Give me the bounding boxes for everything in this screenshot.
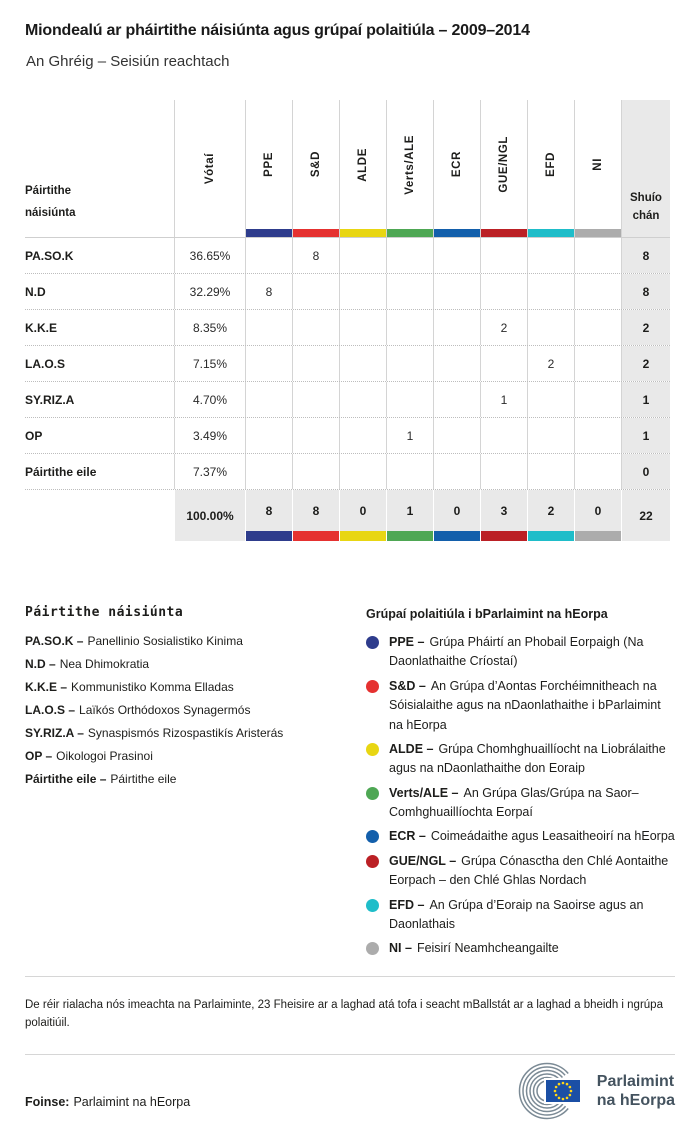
group-legend-item — [366, 896, 675, 935]
party-legend-item — [25, 749, 366, 763]
group-legend-item — [366, 939, 675, 958]
group-column-header-label: EFD — [545, 152, 557, 177]
group-column-header-label: ECR — [451, 151, 463, 178]
group-color-dot-icon — [366, 942, 379, 955]
party-name: OP — [25, 428, 43, 443]
votes-value: 8.35% — [174, 310, 245, 345]
group-legend-text — [389, 677, 675, 735]
group-column-header-label: ALDE — [357, 147, 369, 182]
party-legend-abbr: K.K.E – — [25, 680, 68, 694]
group-seats-value — [386, 382, 433, 417]
group-color-band — [293, 229, 339, 237]
group-seats-value — [245, 346, 292, 381]
results-table — [25, 100, 670, 541]
group-color-dot-icon — [366, 855, 379, 868]
group-legend-abbr: Verts/ALE – — [389, 785, 459, 800]
group-color-band — [387, 531, 433, 541]
ep-logo — [517, 1061, 675, 1121]
party-legend-item — [25, 657, 366, 671]
seats-column-header-label: Shuíochán — [630, 192, 662, 222]
party-legend-name: Synaspismós Rizospastikís Aristerás — [87, 726, 284, 740]
ep-logo-text — [597, 1072, 675, 1110]
group-seats-value — [480, 238, 527, 273]
group-legend-desc: An Grúpa d’Aontas Forchéimnitheach na Sóisialaithe agus na nDaonlathaithe i bParlaimint na hEorpa — [389, 678, 661, 732]
group-seats-value — [574, 238, 621, 273]
group-seats-value: 8 — [292, 238, 339, 273]
table-row — [25, 381, 670, 417]
group-seats-value — [433, 382, 480, 417]
totals-votes: 100.00% — [174, 490, 245, 541]
group-color-band — [434, 229, 480, 237]
group-legend-item — [366, 740, 675, 779]
totals-group-seats — [292, 490, 339, 541]
group-legend-text — [389, 740, 675, 779]
group-color-band — [293, 531, 339, 541]
votes-value: 3.49% — [174, 418, 245, 453]
party-name: PA.SO.K — [25, 248, 74, 263]
group-seats-value — [574, 454, 621, 489]
totals-group-seats-value: 0 — [434, 490, 480, 531]
group-seats-value — [292, 454, 339, 489]
votes-value: 36.65% — [174, 238, 245, 273]
party-legend-abbr: Páirtithe eile – — [25, 772, 107, 786]
party-name: SY.RIZ.A — [25, 392, 75, 407]
group-seats-value — [339, 418, 386, 453]
table-row — [25, 237, 670, 273]
group-legend-text — [389, 633, 675, 672]
group-legend-item — [366, 633, 675, 672]
totals-group-seats — [339, 490, 386, 541]
totals-group-seats-value: 0 — [340, 490, 386, 531]
group-seats-value — [386, 310, 433, 345]
group-seats-value — [433, 346, 480, 381]
table-totals-row — [25, 489, 670, 541]
group-seats-value — [574, 310, 621, 345]
group-seats-value — [527, 274, 574, 309]
seats-total: 8 — [621, 238, 670, 273]
totals-group-seats — [386, 490, 433, 541]
group-color-dot-icon — [366, 680, 379, 693]
group-seats-value — [292, 382, 339, 417]
group-column-header-label: NI — [592, 158, 604, 171]
group-seats-value — [433, 418, 480, 453]
group-seats-value: 2 — [480, 310, 527, 345]
party-legend-item — [25, 634, 366, 648]
group-seats-value — [433, 310, 480, 345]
votes-value: 32.29% — [174, 274, 245, 309]
group-column-header-label: Verts/ALE — [404, 134, 416, 195]
group-color-dot-icon — [366, 830, 379, 843]
party-legend-name: Kommunistiko Komma Elladas — [71, 680, 234, 694]
group-seats-value: 2 — [527, 346, 574, 381]
national-parties-legend-heading: Páirtithe náisiúnta — [25, 605, 184, 620]
group-column-header-verts-ale — [386, 100, 433, 237]
seats-total: 8 — [621, 274, 670, 309]
group-color-band — [434, 531, 480, 541]
party-name: K.K.E — [25, 320, 58, 335]
group-legend-abbr: EFD – — [389, 897, 425, 912]
table-header-row — [25, 100, 670, 237]
seats-total: 1 — [621, 382, 670, 417]
totals-group-seats — [433, 490, 480, 541]
group-column-header-gue-ngl — [480, 100, 527, 237]
group-color-band — [575, 531, 621, 541]
party-name: N.D — [25, 284, 46, 299]
votes-value: 7.15% — [174, 346, 245, 381]
group-seats-value — [245, 310, 292, 345]
group-column-header-efd — [527, 100, 574, 237]
party-legend-abbr: N.D – — [25, 657, 56, 671]
group-seats-value — [527, 382, 574, 417]
group-color-band — [528, 229, 574, 237]
group-seats-value — [386, 454, 433, 489]
party-legend-item — [25, 726, 366, 740]
group-color-band — [575, 229, 621, 237]
seats-column-header — [621, 100, 670, 237]
group-legend-desc: Grúpa Pháirtí an Phobail Eorpaigh (Na Daonlathaithe Críostaí) — [389, 635, 644, 669]
party-name: LA.O.S — [25, 356, 66, 371]
group-legend-item — [366, 852, 675, 891]
group-seats-value — [527, 418, 574, 453]
party-column-header-line2: náisiúnta — [25, 207, 76, 219]
table-body — [25, 237, 670, 489]
party-legend-name: Panellinio Sosialistiko Kinima — [87, 634, 243, 648]
group-seats-value — [480, 418, 527, 453]
divider-top — [25, 976, 675, 977]
party-legend-name: Nea Dhimokratia — [59, 657, 150, 671]
political-groups-legend — [366, 605, 675, 964]
party-legend-abbr: SY.RIZ.A – — [25, 726, 84, 740]
group-color-band — [340, 531, 386, 541]
totals-group-seats-value: 0 — [575, 490, 621, 531]
party-legend-abbr: LA.O.S – — [25, 703, 76, 717]
group-seats-value — [339, 238, 386, 273]
seats-total: 0 — [621, 454, 670, 489]
group-legend-text — [389, 784, 675, 823]
totals-group-seats-value: 8 — [293, 490, 339, 531]
party-legend-abbr: PA.SO.K – — [25, 634, 84, 648]
group-seats-value — [292, 346, 339, 381]
national-parties-legend — [25, 605, 366, 964]
footnote: De réir rialacha nós imeachta na Parlaiminte, 23 Fheisire ar a laghad atá tofa i seacht mBallstát ar a laghad a bheidh i ngrúpa polaitiúil. — [25, 999, 663, 1029]
page-title: Miondealú ar pháirtithe náisiúnta agus grúpaí polaitiúla – 2009–2014 — [25, 22, 530, 39]
legend-section — [25, 605, 675, 964]
table-row — [25, 273, 670, 309]
group-seats-value — [339, 346, 386, 381]
totals-group-seats-value: 3 — [481, 490, 527, 531]
group-legend-text — [389, 939, 559, 958]
group-legend-desc: Feisirí Neamhcheangailte — [416, 941, 559, 956]
group-legend-text — [389, 827, 675, 846]
group-seats-value — [574, 346, 621, 381]
group-legend-abbr: PPE – — [389, 635, 425, 649]
political-groups-legend-heading: Grúpaí polaitiúla i bParlaimint na hEorpa — [366, 607, 608, 621]
group-color-band — [246, 229, 292, 237]
eu-flag-icon — [545, 1079, 581, 1103]
group-seats-value — [386, 274, 433, 309]
group-seats-value — [339, 382, 386, 417]
party-legend-item — [25, 703, 366, 717]
party-name: Páirtithe eile — [25, 464, 97, 479]
group-legend-item — [366, 827, 675, 846]
divider-bottom — [25, 1054, 675, 1055]
group-seats-value — [245, 454, 292, 489]
group-seats-value — [480, 274, 527, 309]
votes-value: 7.37% — [174, 454, 245, 489]
group-seats-value — [292, 418, 339, 453]
seats-total: 2 — [621, 310, 670, 345]
group-legend-desc: An Grúpa d’Eoraip na Saoirse agus an Daonlathais — [389, 897, 644, 931]
table-row — [25, 453, 670, 489]
party-legend-abbr: OP – — [25, 749, 53, 763]
source-text: Parlaimint na hEorpa — [73, 1095, 191, 1110]
totals-group-seats — [574, 490, 621, 541]
ep-logo-text-line2: na hEorpa — [596, 1092, 675, 1110]
source-line — [25, 1095, 190, 1109]
group-legend-item — [366, 784, 675, 823]
group-color-band — [387, 229, 433, 237]
group-seats-value — [292, 310, 339, 345]
group-legend-abbr: NI – — [389, 941, 412, 956]
group-legend-desc: An Grúpa Glas/Grúpa na Saor–Comhghuaillíochta Eorpaí — [389, 785, 639, 819]
totals-group-seats-value: 2 — [528, 490, 574, 531]
group-color-dot-icon — [366, 899, 379, 912]
group-column-header-label: GUE/NGL — [498, 136, 510, 193]
footer — [25, 1061, 675, 1121]
ep-logo-text-line1: Parlaimint — [596, 1073, 675, 1091]
group-seats-value — [574, 274, 621, 309]
group-color-dot-icon — [366, 636, 379, 649]
group-color-dot-icon — [366, 787, 379, 800]
group-color-band — [528, 531, 574, 541]
hemicycle-icon — [517, 1061, 587, 1121]
group-seats-value — [386, 346, 433, 381]
votes-value: 4.70% — [174, 382, 245, 417]
group-legend-item — [366, 677, 675, 735]
totals-seats-total: 22 — [621, 490, 670, 541]
group-seats-value: 1 — [480, 382, 527, 417]
group-column-header-ni — [574, 100, 621, 237]
votes-column-header-label: Vótaí — [204, 152, 216, 185]
totals-group-seats — [527, 490, 574, 541]
table-row — [25, 345, 670, 381]
group-seats-value — [480, 346, 527, 381]
totals-group-seats — [480, 490, 527, 541]
table-row — [25, 417, 670, 453]
group-legend-text — [389, 852, 675, 891]
seats-total: 1 — [621, 418, 670, 453]
group-color-band — [340, 229, 386, 237]
group-seats-value — [433, 274, 480, 309]
group-legend-desc: Grúpa Chomhghuaillíocht na Liobrálaithe agus na nDaonlathaithe don Eoraip — [389, 741, 666, 776]
group-legend-abbr: ALDE – — [389, 741, 434, 756]
votes-column-header — [174, 100, 245, 237]
group-seats-value — [574, 418, 621, 453]
group-legend-abbr: ECR – — [389, 829, 426, 844]
party-legend-name: Oikologoi Prasinoi — [56, 749, 153, 763]
group-seats-value — [480, 454, 527, 489]
group-legend-abbr: GUE/NGL – — [389, 853, 457, 868]
group-seats-value: 8 — [245, 274, 292, 309]
party-legend-item — [25, 680, 366, 694]
group-seats-value — [527, 310, 574, 345]
totals-group-seats — [245, 490, 292, 541]
group-legend-desc: Coimeádaithe agus Leasaitheoirí na hEorpa — [430, 829, 675, 844]
group-seats-value — [339, 310, 386, 345]
group-seats-value — [386, 238, 433, 273]
group-color-band — [481, 229, 527, 237]
group-seats-value — [527, 238, 574, 273]
party-legend-item — [25, 772, 366, 786]
group-seats-value — [339, 274, 386, 309]
party-column-header — [25, 100, 174, 237]
group-column-header-label: PPE — [263, 152, 275, 177]
group-seats-value — [292, 274, 339, 309]
seats-total: 2 — [621, 346, 670, 381]
group-seats-value — [245, 418, 292, 453]
group-legend-abbr: S&D – — [389, 678, 426, 693]
group-seats-value — [433, 454, 480, 489]
source-label: Foinse: — [25, 1095, 70, 1110]
group-seats-value — [433, 238, 480, 273]
group-seats-value: 1 — [386, 418, 433, 453]
party-legend-name: Laïkós Orthódoxos Synagermós — [79, 703, 251, 717]
group-seats-value — [245, 382, 292, 417]
totals-group-seats-value: 8 — [246, 490, 292, 531]
group-legend-text — [389, 896, 675, 935]
group-seats-value — [339, 454, 386, 489]
party-column-header-line1: Páirtithe — [25, 185, 72, 197]
group-legend-desc: Grúpa Cónasctha den Chlé Aontaithe Eorpach – den Chlé Ghlas Nordach — [389, 853, 669, 888]
group-column-header-alde — [339, 100, 386, 237]
group-column-header-ppe — [245, 100, 292, 237]
party-legend-name: Páirtithe eile — [110, 772, 177, 786]
group-seats-value — [527, 454, 574, 489]
group-color-dot-icon — [366, 743, 379, 756]
group-column-header-s-d — [292, 100, 339, 237]
table-row — [25, 309, 670, 345]
group-color-band — [481, 531, 527, 541]
group-seats-value — [574, 382, 621, 417]
group-color-band — [246, 531, 292, 541]
group-column-header-label: S&D — [310, 151, 322, 178]
page-subtitle: An Ghréig – Seisiún reachtach — [26, 53, 230, 70]
group-column-header-ecr — [433, 100, 480, 237]
group-seats-value — [245, 238, 292, 273]
totals-empty-cell — [25, 490, 174, 541]
totals-group-seats-value: 1 — [387, 490, 433, 531]
